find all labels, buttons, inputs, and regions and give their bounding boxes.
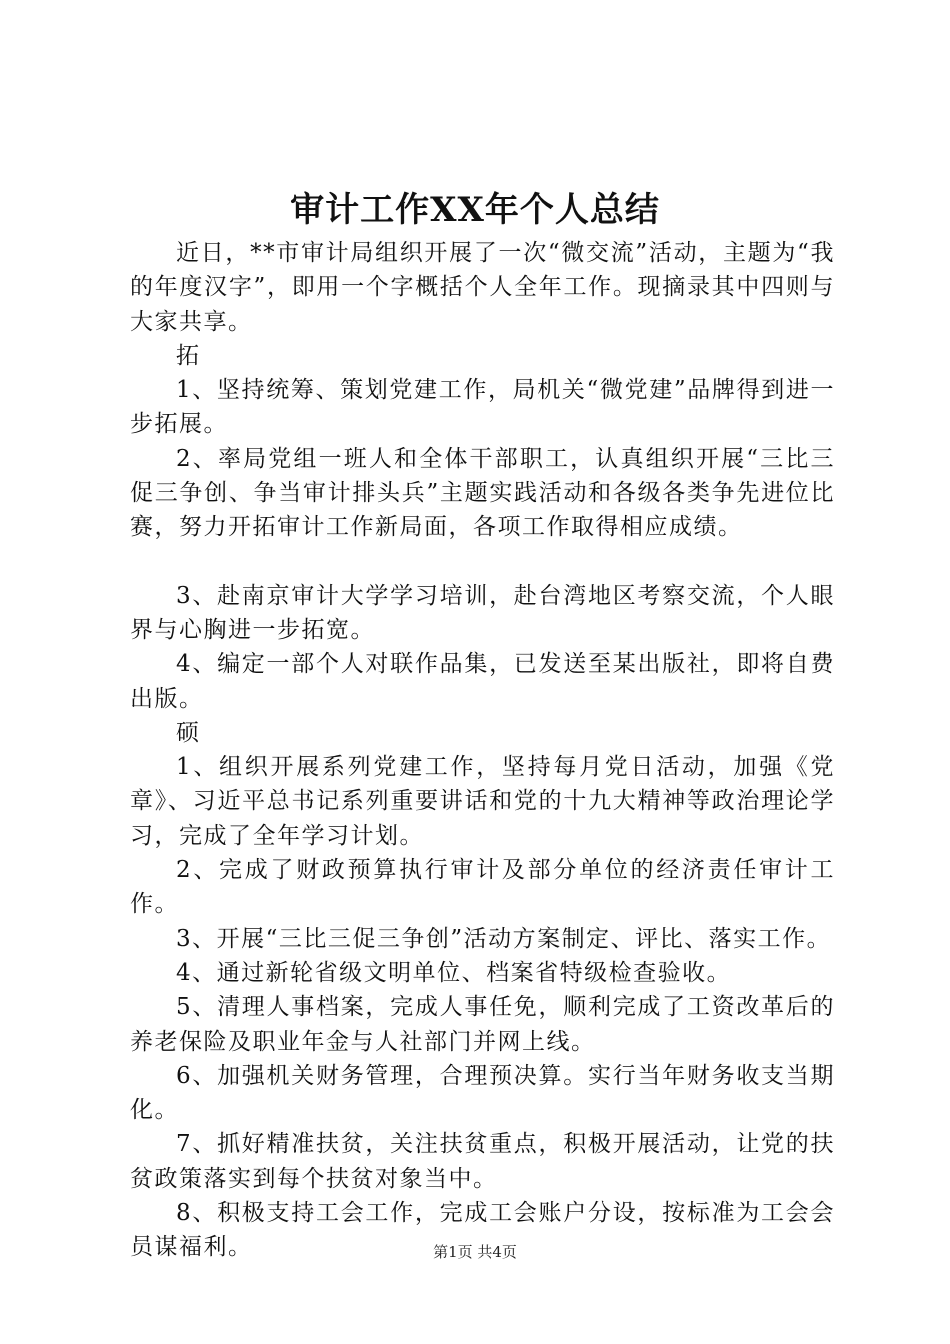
section-heading-shuo: 硕: [176, 719, 201, 746]
document-body: [130, 236, 835, 1265]
paragraph-shuo-6: 6、加强机关财务管理，合理预决算。实行当年财务收支当期化。: [130, 1062, 835, 1124]
paragraph-shuo-2: 2、完成了财政预算执行审计及部分单位的经济责任审计工作。: [130, 857, 835, 918]
paragraph-tuo-4: 4、编定一部个人对联作品集，已发送至某出版社，即将自费出版。: [130, 651, 835, 712]
section-heading-tuo: 拓: [176, 342, 201, 369]
page-footer: 第1页 共4页: [433, 1243, 517, 1261]
blank-line: [130, 545, 835, 579]
paragraph-shuo-7: 7、抓好精准扶贫，关注扶贫重点，积极开展活动，让党的扶贫政策落实到每个扶贫对象当中。: [130, 1131, 835, 1192]
paragraph-shuo-5: 5、清理人事档案，完成人事任免，顺利完成了工资改革后的养老保险及职业年金与人社部门并网上线。: [130, 994, 835, 1055]
paragraph-intro: 近日，**市审计局组织开展了一次“微交流”活动，主题为“我的年度汉字”，即用一个字概括个人全年工作。现摘录其中四则与大家共享。: [130, 240, 835, 335]
paragraph-shuo-4: 4、通过新轮省级文明单位、档案省特级检查验收。: [176, 959, 732, 986]
paragraph-tuo-2: 2、率局党组一班人和全体干部职工，认真组织开展“三比三促三争创、争当审计排头兵”主题实践活动和各级各类争先进位比赛，努力开拓审计工作新局面，各项工作取得相应成绩。: [130, 445, 835, 541]
paragraph-tuo-1: 1、坚持统筹、策划党建工作，局机关“微党建”品牌得到进一步拓展。: [130, 377, 835, 438]
paragraph-tuo-3: 3、赴南京审计大学学习培训，赴台湾地区考察交流，个人眼界与心胸进一步拓宽。: [130, 582, 835, 643]
paragraph-shuo-8: 8、积极支持工会工作，完成工会账户分设，按标准为工会会员谋福利。: [130, 1200, 835, 1261]
paragraph-shuo-3: 3、开展“三比三促三争创”活动方案制定、评比、落实工作。: [176, 925, 832, 952]
paragraph-shuo-1: 1、组织开展系列党建工作，坚持每月党日活动，加强《党章》、习近平总书记系列重要讲话和党的十九大精神等政治理论学习，完成了全年学习计划。: [130, 754, 835, 849]
document-title: 审计工作XX年个人总结: [290, 190, 660, 230]
